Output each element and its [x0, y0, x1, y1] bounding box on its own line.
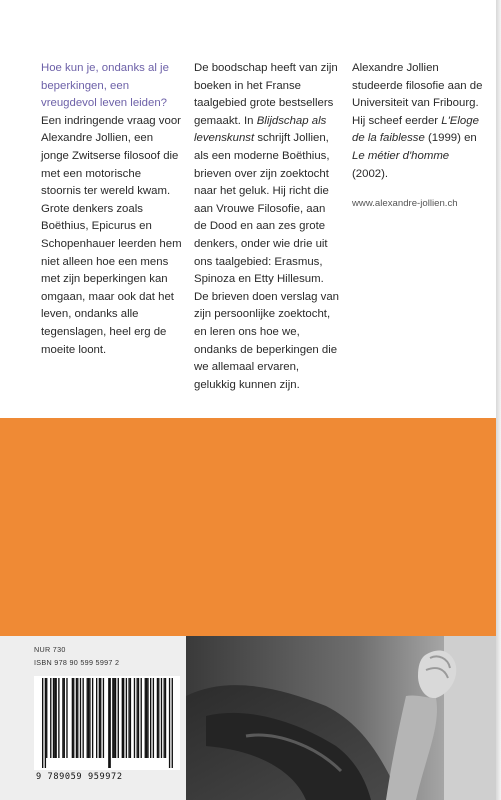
author-website: www.alexandre-jollien.ch	[352, 198, 458, 210]
text-column-intro	[41, 60, 183, 359]
barcode	[34, 676, 180, 782]
barcode-panel	[20, 636, 180, 800]
author-bio	[352, 60, 487, 183]
orange-band	[0, 418, 496, 636]
lead-question: Hoe kun je, ondanks al je beperkingen, een vreugdevol leven leiden?	[41, 62, 169, 110]
author-photo-image	[186, 636, 496, 800]
earlier-work-year-2: (2002).	[352, 167, 389, 180]
nur-code: NUR 730	[34, 645, 66, 654]
earlier-work-title-2: Le métier d'homme	[352, 149, 450, 162]
isbn-code: ISBN 978 90 599 5997 2	[34, 658, 120, 667]
summary-text-start: De boodschap heeft van zijn boeken in het Franse taalgebied grote bestsellers gemaakt. In	[194, 62, 338, 127]
earlier-work-title-1: L'Eloge de la faiblesse	[352, 114, 479, 145]
barcode-digits: 9 789059 959972	[36, 772, 123, 782]
earlier-work-year-1: (1999) en	[424, 132, 477, 145]
summary-paragraph	[194, 60, 339, 394]
author-photo	[186, 636, 496, 800]
intro-paragraph: Een indringende vraag voor Alexandre Jollien, een jonge Zwitserse filosoof die met een motorische stoornis ter wereld kwam. Grote denkers zoals Boëthius, Epicurus en Schopenhauer leerden hem niet alleen hoe een mens met zijn beperkingen kan omgaan, maar ook dat het leven, ondanks alle tegenslagen, heel erg de moeite loont.	[41, 114, 182, 356]
text-column-summary	[194, 60, 339, 394]
book-title: Blijdschap als levenskunst	[194, 114, 327, 145]
barcode-bars	[34, 676, 180, 770]
author-bio-start: Alexandre Jollien studeerde filosofie aan de Universiteit van Fribourg. Hij scheef eerder	[352, 62, 483, 127]
summary-text-end: schrijft Jollien, als een moderne Boëthius, brieven over zijn zoektocht naar het geluk. Hij richt die aan Vrouwe Filosofie, aan de Dood en aan zes grote denkers, onder wie drie uit ons taalgebied: Erasmus, Spinoza en Etty Hillesum. De brieven doen verslag van zijn persoonlijke zoektocht, en leren ons hoe we, ondanks de beperkingen die we allemaal ervaren, gelukkig kunnen zijn.	[194, 132, 340, 391]
text-column-author	[352, 60, 487, 213]
book-page-edge	[496, 0, 501, 800]
